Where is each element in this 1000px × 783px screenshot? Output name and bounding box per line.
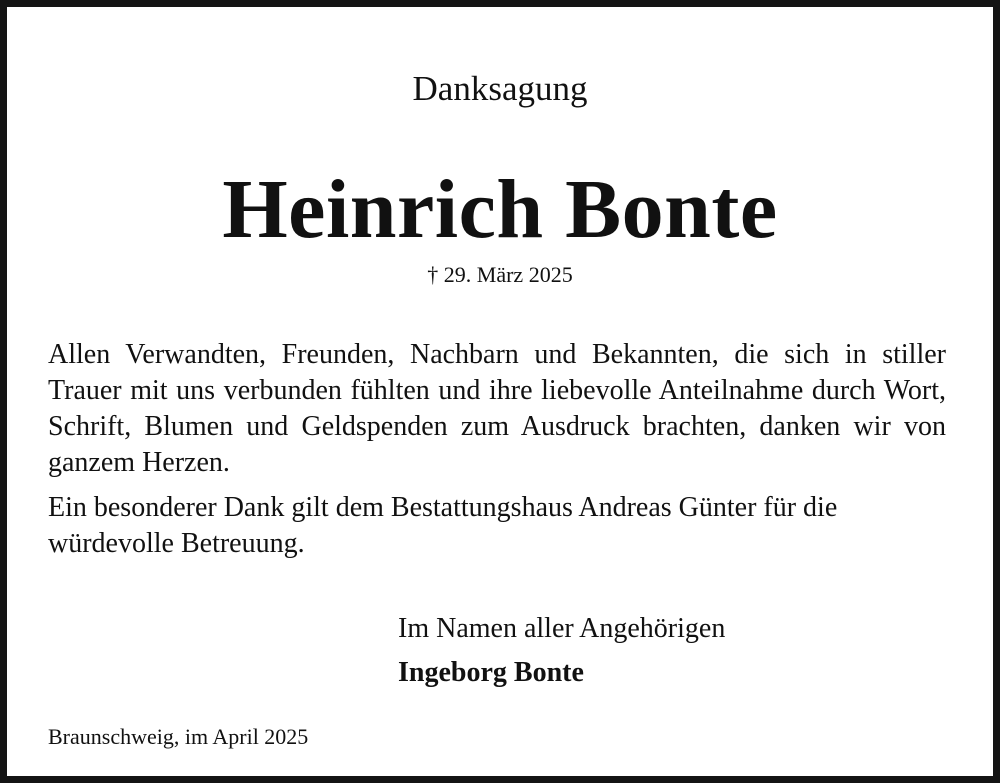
deceased-name: Heinrich Bonte — [222, 163, 778, 256]
signature-name: Ingeborg Bonte — [398, 657, 584, 688]
special-thanks-line-1: Ein besonderer Dank gilt dem Bestattungshaus Andreas Günter für die — [48, 492, 838, 523]
death-date: † 29. März 2025 — [427, 262, 573, 287]
notice-title: Danksagung — [412, 69, 588, 108]
thanks-paragraph: Allen Verwandten, Freunden, Nachbarn und Bekannten, die sich in stiller Trauer mit uns verbunden fühlten und ihre liebevolle Anteilnahme durch Wort, Schrift, Blumen und Geldspenden zum Ausdruck brachten, danken wir von ganzem Herzen. — [48, 339, 946, 478]
place-and-date: Braunschweig, im April 2025 — [48, 724, 309, 749]
special-thanks-paragraph — [48, 490, 946, 562]
special-thanks-line-2: würdevolle Betreuung. — [48, 528, 305, 559]
signature-intro: Im Namen aller Angehörigen — [398, 613, 726, 644]
